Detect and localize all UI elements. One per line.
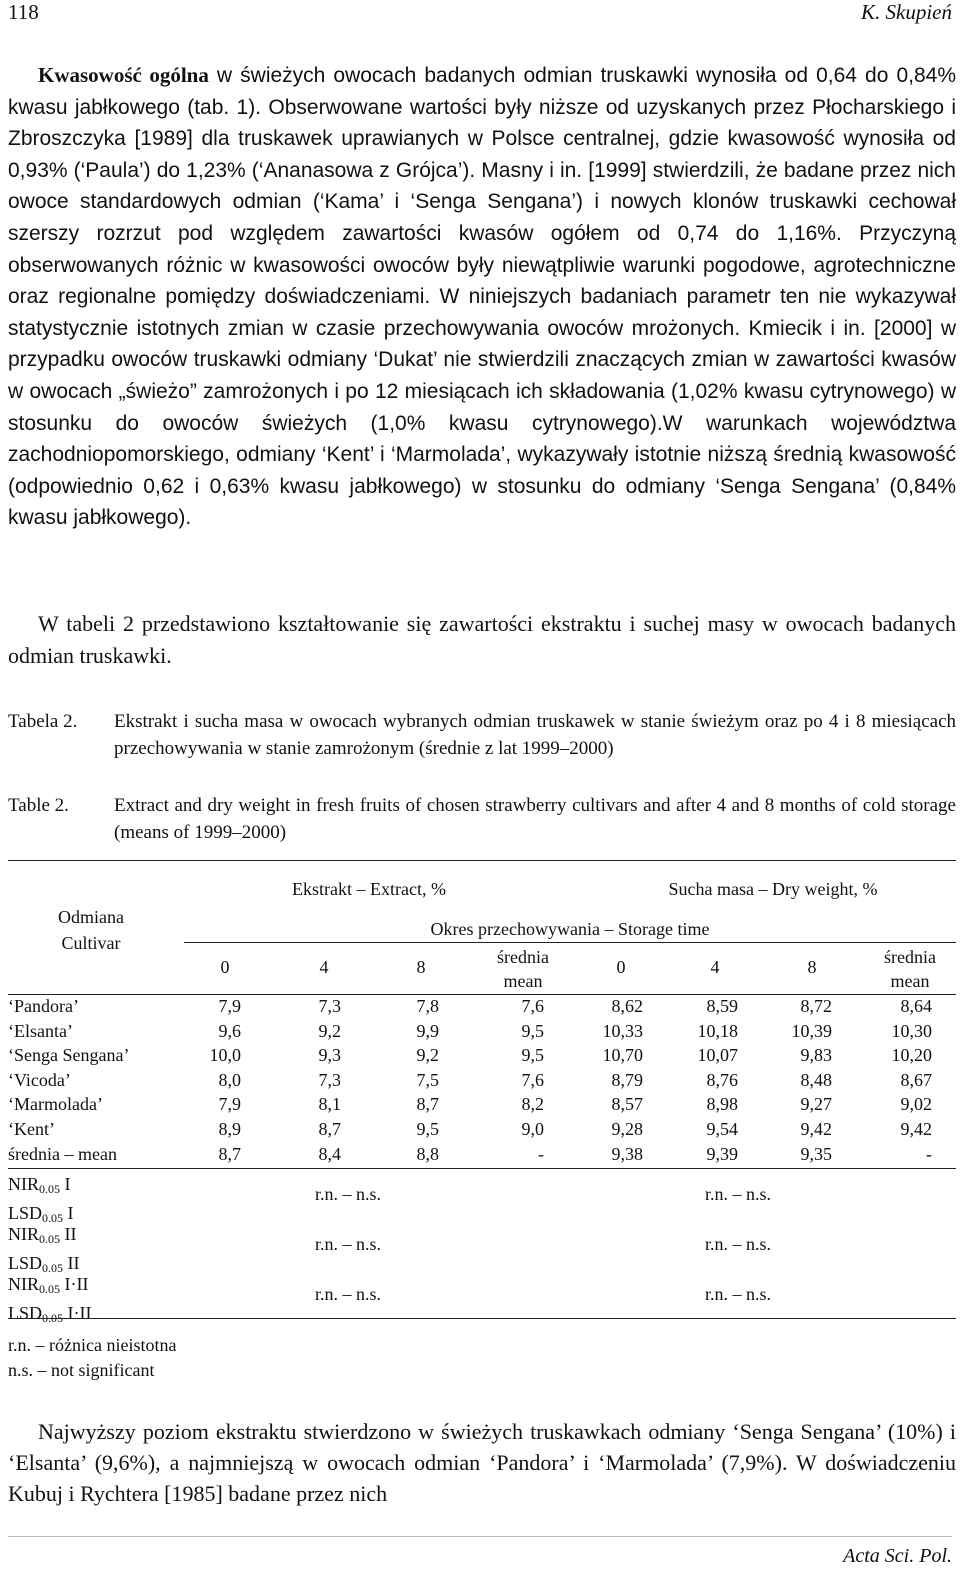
nir-label-en: $LSD_{0.05}$ I·II [8,1303,92,1325]
table-cell: 10,33 [602,1020,643,1041]
table-cell: 10,07 [697,1045,738,1066]
table-cell: 9,83 [800,1045,832,1066]
nir-value-dry-weight: r.n. – n.s. [704,1284,771,1304]
row-label: ‘Kent’ [8,1119,55,1139]
row-label: ‘Elsanta’ [8,1020,73,1041]
page-header [8,0,952,26]
table-cell: 10,20 [891,1045,932,1066]
table-cell: 8,7 [416,1094,439,1115]
column-header-mean-pl: średnia [497,947,549,967]
paragraph-acidity-text: w świeżych owocach badanych odmian truskawki wynosiła od 0,64 do 0,84% kwasu jabłkowego (tab. 1). Obserwowane wartości były niższe od uzyskanych przez Płocharskiego i Zbroszczyka [1989] dla truskawek uprawianych w Polsce centralnej, gdzie kwasowość wynosiła od 0,93% (‘Paula’) do 1,23% (‘Ananasowa z Grójca’). Masny i in. [1999] stwierdzili, że badane przez nich owoce standardowych odmian (‘Kama’ i ‘Senga Sengana’) i nowych klonów truskawki cechował szerszy rozrzut pod względem zawartości kwasów ogółem od 0,74 do 1,16%. Przyczyną obserwowanych różnic w kwasowości owoców były niewątpliwie warunki pogodowe, agrotechniczne oraz regionalne pomiędzy doświadczeniami. W niniejszych badaniach parametr ten nie wykazywał statystycznie istotnych zmian w czasie przechowywania owoców mrożonych. Kmiecik i in. [2000] w przypadku owoców truskawki odmiany ‘Dukat’ nie stwierdzili znaczących zmian w zawartości kwasów w owocach „świeżo” zamrożonych i po 12 miesiącach ich składowania (1,02% kwasu cytrynowego) w stosunku do owoców świeżych (1,0% kwasu cytrynowego).W warunkach województwa zachodniopomorskiego, odmiany ‘Kent’ i ‘Marmolada’, wykazywały istotnie niższą średnią kwasowość (odpowiednio 0,62 i 0,63% kwasu jabłkowego) w stosunku do odmiany ‘Senga Sengana’ (0,84% kwasu jabłkowego). [8,64,956,530]
table-cell: 8,8 [416,1143,439,1164]
table-cell: 9,38 [611,1143,643,1164]
page-number: 118 [8,0,39,24]
column-header: 0 [616,957,626,977]
table-cell: 9,5 [521,1020,544,1041]
nir-value-dry-weight: r.n. – n.s. [704,1184,771,1204]
table-cell: 8,76 [706,1069,738,1090]
column-header: 4 [710,957,720,977]
table-bottom-rule [8,1318,956,1319]
paragraph-lead: Kwasowość ogólna [38,63,209,87]
table-cell: 9,2 [318,1020,341,1041]
table-cell: 9,9 [416,1020,439,1041]
table-cell: 9,42 [900,1119,932,1139]
caption-text: Extract and dry weight in fresh fruits of chosen strawberry cultivars and after 4 and 8 months of cold storage (means of 1999–2000) [114,795,956,843]
table-cell: 10,0 [209,1045,241,1066]
table-cell: 9,28 [611,1119,643,1139]
nir-value-extract: r.n. – n.s. [314,1184,381,1204]
table-cell: 9,42 [800,1119,832,1139]
table-cell: 7,6 [521,996,544,1016]
mean-row-rule [8,1168,956,1169]
table-cell: 8,1 [318,1094,341,1115]
table-cell: 8,4 [318,1143,341,1164]
column-header: 4 [319,957,329,977]
nir-label-pl: $NIR_{0.05}$ I·II [8,1274,89,1296]
running-author: K. Skupień [861,0,952,24]
paragraph-table-intro: W tabeli 2 przedstawiono kształtowanie się zawartości ekstraktu i suchej masy w owocach badanych odmian truskawki. [8,611,956,668]
column-header-mean-en: mean [503,971,543,991]
row-label: ‘Marmolada’ [8,1094,103,1115]
table-cell: 8,62 [611,996,643,1016]
table-cell: 8,59 [706,996,738,1016]
cultivar-header-en: Cultivar [61,933,121,953]
table-cell: 9,0 [521,1119,544,1139]
table-cell: 10,39 [791,1020,832,1041]
caption-label: Tabela 2. [8,711,78,732]
column-header: 8 [807,957,817,977]
table-cell: 8,79 [611,1069,643,1090]
table-cell: 9,3 [318,1045,341,1066]
caption-label: Table 2. [8,795,69,816]
table-cell: 9,54 [706,1119,738,1139]
column-header-mean-en: mean [890,971,930,991]
cultivar-header [8,904,174,956]
row-label: średnia – mean [8,1143,117,1164]
table-cell: 7,3 [318,1069,341,1090]
table-cell: 8,2 [521,1094,544,1115]
row-label: ‘Senga Sengana’ [8,1045,130,1066]
nir-label-pl: $NIR_{0.05}$ II [8,1224,77,1246]
footnote-pl: r.n. – różnica nieistotna [8,1335,177,1355]
caption-text: Ekstrakt i sucha masa w owocach wybranych odmian truskawek w stanie świeżym oraz po 4 i 8 miesiącach przechowywania w stanie zamrożonym (średnie z lat 1999–2000) [114,711,956,759]
table-cell: 8,98 [706,1094,738,1115]
nir-label-en: $LSD_{0.05}$ II [8,1253,80,1275]
table-cell: 8,57 [611,1094,643,1115]
table-cell: 8,67 [900,1069,932,1090]
header-bottom-rule [8,994,956,995]
column-header: 0 [220,957,230,977]
storage-time-header: Okres przechowywania – Storage time [430,919,710,939]
paragraph-results: Najwyższy poziom ekstraktu stwierdzono w świeżych truskawkach odmiany ‘Senga Sengana’ (10%) i ‘Elsanta’ (9,6%), a najmniejszą w owocach odmian ‘Pandora’ i ‘Marmolada’ (7,9%). W doświadczeniu Kubuj i Rychtera [1985] badane przez nich [8,1419,956,1506]
footnote-en: n.s. – not significant [8,1360,155,1380]
nir-label-en: $LSD_{0.05}$ I [8,1203,74,1225]
table-caption-pl [8,708,956,790]
table-cell: 8,0 [218,1069,241,1090]
table-cell: 10,70 [602,1045,643,1066]
table-cell: 9,27 [800,1094,832,1115]
column-header-mean [473,945,573,993]
table-cell: 7,9 [218,1094,241,1115]
table-cell: 8,7 [318,1119,341,1139]
footer-rule [8,1536,952,1537]
column-header-mean-pl: średnia [884,947,936,967]
table-caption-en [8,792,956,848]
journal-footer: Acta Sci. Pol. [843,1545,952,1567]
table-cell: 7,9 [218,996,241,1016]
table-cell: 9,6 [218,1020,241,1041]
nir-value-extract: r.n. – n.s. [314,1234,381,1254]
table-cell: 9,35 [800,1143,832,1164]
row-label: ‘Vicoda’ [8,1069,71,1090]
column-header: 8 [416,957,426,977]
table-top-rule [8,860,956,861]
table-cell: 8,7 [218,1143,241,1164]
table-cell: 9,5 [416,1119,439,1139]
table-cell: 10,30 [891,1020,932,1041]
column-header-mean [860,945,960,993]
paragraph-acidity [8,60,956,534]
group-header-extract: Ekstrakt – Extract, % [292,879,446,899]
table-cell: 9,39 [706,1143,738,1164]
table-cell: 9,02 [900,1094,932,1115]
table-cell: 7,5 [416,1069,439,1090]
nir-value-extract: r.n. – n.s. [314,1284,381,1304]
table-cell: 10,18 [697,1020,738,1041]
table-cell: 8,48 [800,1069,832,1090]
table-cell: 7,8 [416,996,439,1016]
nir-value-dry-weight: r.n. – n.s. [704,1234,771,1254]
group-header-dry-weight: Sucha masa – Dry weight, % [668,879,878,899]
table-cell: 9,2 [416,1045,439,1066]
table-cell: 7,6 [521,1069,544,1090]
nir-label-pl: $NIR_{0.05}$ I [8,1174,71,1196]
row-label: ‘Pandora’ [8,996,79,1016]
cultivar-header-pl: Odmiana [58,907,124,927]
table-cell: 8,72 [800,996,832,1016]
table-cell: 8,9 [218,1119,241,1139]
table-cell: 9,5 [521,1045,544,1066]
table-cell: - [538,1143,544,1164]
storage-time-rule [184,942,956,943]
table-cell: 8,64 [900,996,932,1016]
table-cell: - [926,1143,932,1164]
nir-label [8,1272,92,1330]
table-cell: 7,3 [318,996,341,1016]
